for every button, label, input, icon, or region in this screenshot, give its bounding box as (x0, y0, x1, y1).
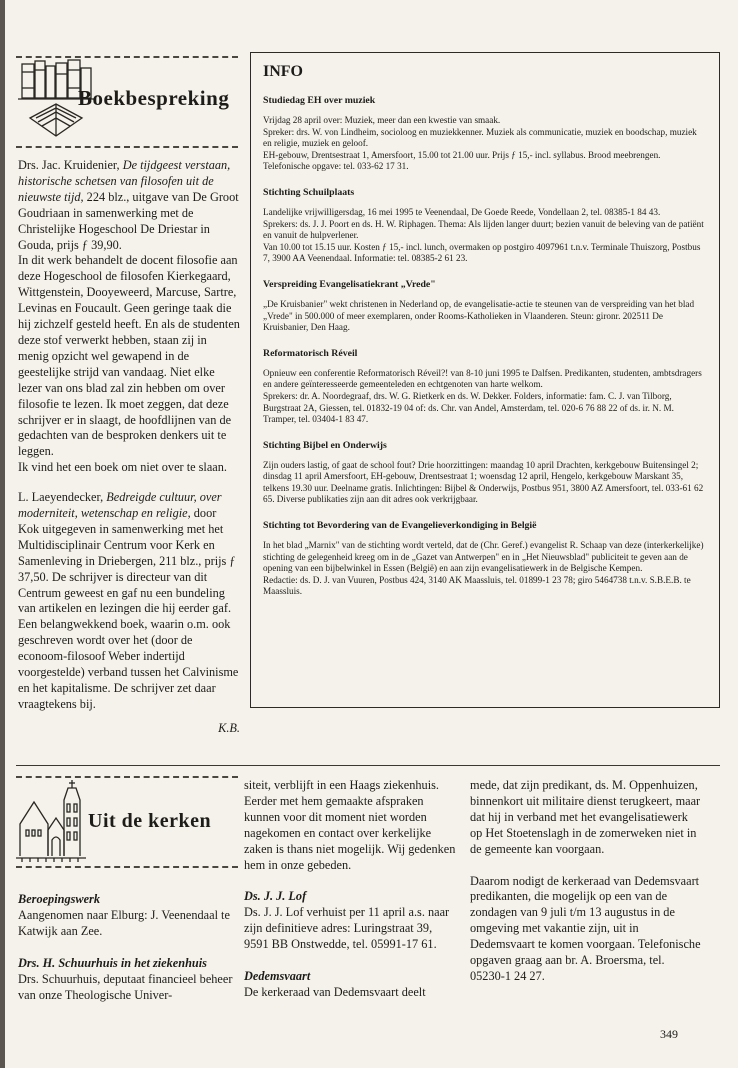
review-signature: K.B. (218, 720, 240, 735)
section-divider (16, 765, 720, 766)
info-line: Sprekers: dr. A. Noordegraaf, drs. W. G. Rietkerk en ds. W. Dekker. Folders, informatie: fam. C. J. van Tilborg, Burgstraat 2A, Giessen, tel. 01832-19 04 of: ds. Chr. van Andel, Amsterdam, tel. 020-6 76 88 22 of ds. ir. N. M. Tramper, tel. 03404-1 83 47. (263, 390, 674, 425)
info-text (263, 299, 707, 334)
info-line: Van 10.00 tot 15.15 uur. Kosten ƒ 15,- incl. lunch, overmaken op postgiro 4097961 t.n.v. Terminale Thuiszorg, Postbus 7, 3900 AA Veenendaal. Informatie: tel. 08385-2 61 23. (263, 241, 701, 264)
uk-header-divider (16, 866, 238, 868)
info-heading: Stichting Bijbel en Onderwijs (263, 439, 387, 451)
review-1-book-title: De tijdgeest verstaan, historische schetsen van filosofen uit de nieuwste tijd, (18, 158, 231, 204)
info-text (263, 207, 707, 265)
uk-column-3 (470, 778, 702, 1001)
info-section-bijbel-onderwijs (263, 440, 707, 506)
info-line: Redactie: ds. D. J. van Vuuren, Postbus 424, 3140 AK Maassluis, tel. 01899-1 23 78; giro 5464738 t.n.v. S.B.E.B. te Maassluis. (263, 574, 691, 597)
lof-text: Ds. J. J. Lof verhuist per 11 april a.s. naar zijn definitieve adres: Luringstraat 39, 9591 BB Onstwedde, tel. 05991-17 61. (244, 905, 450, 952)
info-line: In het blad „Marnix" van de stichting wordt verteld, dat de (Chr. Geref.) evangelist R. Schaap van deze (interkerkelijke) stichting de gelegenheid kreeg om in de „Gazet van Antwerpen" en in „Het Nieuwsblad" publiciteit te geven aan de opening van een bijbelwinkel in Essen (België) en aan zijn evangelisatiewerk in de Belgische Kempen. (263, 540, 704, 574)
dedemsvaart-text-2: Daarom nodigt de kerkeraad van Dedemsvaart predikanten, die mogelijk op een van de zondagen van 9 juli t/m 13 augustus in de omgeving met vakantie zijn, uit in Dedemsvaart te komen voorgaan. Telefonische opgaven graag aan br. A. Broersma, tel. 05230-1 24 27. (470, 873, 701, 983)
lof-heading: Ds. J. J. Lof (244, 889, 307, 904)
info-section-schuilplaats (263, 187, 707, 265)
schuurhuis-text-start: Drs. Schuurhuis, deputaat financieel beheer van onze Theologische Univer- (18, 971, 233, 1002)
info-line: Vrijdag 28 april over: Muziek, meer dan een kwestie van smaak. (263, 115, 501, 125)
uit-de-kerken-title: Uit de kerken (88, 810, 212, 832)
info-section-vrede (263, 279, 707, 334)
schuurhuis-heading: Drs. H. Schuurhuis in het ziekenhuis (18, 955, 207, 970)
review-2-body: door Kok uitgegeven in samenwerking met het Multidisciplinair Centrum voor Kerk en Samenleving in Driebergen, 211 blz., prijs ƒ 37,50. De schrijver is directeur van dit Centrum geweest en gaf nu een bundeling van artikelen en lezingen die hij eerder gaf. Een belangwekkend boek, waarin o.m. ook geschreven wordt over het (door de econoom-filosoof Weber indertijd voorgestelde) verband tussen het Calvinisme en het kapitalisme. De schrijver zet daar vraagtekens bij. (18, 506, 239, 711)
info-heading: Studiedag EH over muziek (263, 95, 376, 106)
dedemsvaart-text-start: De kerkeraad van Dedemsvaart deelt (244, 984, 426, 999)
info-line: Sprekers: ds. J. J. Poort en ds. H. W. Riphagen. Thema: Als lijden langer duurt; bezien vanuit de beleving van de patiënt en vanuit de hulpverlener. (263, 218, 704, 241)
review-1-body: In dit werk behandelt de docent filosofie aan deze Hogeschool de filosofen Kierkegaard, Wittgenstein, Dooyeweerd, Marcuse, Sartre, Levinas en Foucault. Geen geringe taak die hij zichzelf gesteld heeft. En als de studenten deze stof verwerkt hebben, staan zij in menig opzicht wel gewapend in de geestelijke strijd van vandaag. Niet elke lezer van ons blad zal zin hebben om over filosofie te lezen. Ik moet zeggen, dat deze schrijver er in slaagt, de hoofdlijnen van de gedachten van de besproken denkers uit te leggen. (18, 253, 240, 459)
info-line: Opnieuw een conferentie Reformatorisch Réveil?! van 8-10 juni 1995 te Dalfsen. Predikanten, studenten, ambtsdragers en andere geïnteresseerde gemeenteleden en echtgenoten van harte welkom. (263, 367, 702, 390)
boekbespreking-header (16, 58, 238, 150)
info-text (263, 540, 707, 598)
review-2-author: L. Laeyendecker, (18, 490, 104, 505)
header-divider (16, 146, 238, 148)
dedemsvaart-heading: Dedemsvaart (244, 969, 311, 984)
page-binding-edge (0, 0, 5, 1068)
info-line: EH-gebouw, Drentsestraat 1, Amersfoort, 15.00 tot 21.00 uur. Prijs ƒ 15,- incl. syllabus. Brood meebrengen. Telefonische opgave: tel. 033-62 17 31. (263, 149, 661, 172)
beroepingswerk-text: Aangenomen naar Elburg: J. Veenendaal te Katwijk aan Zee. (18, 907, 230, 938)
info-box (250, 52, 720, 708)
schuurhuis-text-cont: siteit, verblijft in een Haags ziekenhuis. Eerder met hem gemaakte afspraken kunnen voor dit moment niet worden nagekomen en contact over kerkelijke zaken is thans niet mogelijk. Wij gedenken hem in onze gebeden. (244, 778, 456, 872)
beroepingswerk-heading: Beroepingswerk (18, 892, 100, 906)
info-heading: Verspreiding Evangelisatiekrant „Vrede" (263, 278, 436, 290)
info-heading: Reformatorisch Réveil (263, 347, 358, 359)
info-line: „De Kruisbanier" wekt christenen in Nederland op, de evangelisatie-actie te steunen van de verspreiding van het blad „Vrede" in 500.000 of meer exemplaren, onder Rooms-Katholieken in Vlaanderen. Steun: gironr. 202511 De Kruisbanier, Den Haag. (263, 298, 695, 333)
info-line: Zijn ouders lastig, of gaat de school fout? Drie hoorzittingen: maandag 10 april Drachten, kerkgebouw Buitensingel 2; dinsdag 11 april Amersfoort, EH-gebouw, Drentsestraat 1; woensdag 12 april, Hengelo, kerkgebouw Marskant 35, telkens 19.30 uur. Deelname gratis. Inlichtingen: Bijbel & Onderwijs, Postbus 951, 3800 AZ Amersfoort, tel. 033-61 62 65. Diverse publikaties zijn aan dit adres ook verkrijgbaar. (263, 459, 704, 505)
page-number: 349 (660, 1027, 678, 1041)
info-heading: Stichting tot Bevordering van de Evangelieverkondiging in België (263, 520, 537, 532)
review-kruidenier (18, 158, 240, 476)
info-section-reveil (263, 348, 707, 426)
review-laeyendecker (18, 490, 240, 713)
dedemsvaart-text-cont: mede, dat zijn predikant, ds. M. Oppenhuizen, binnenkort uit militaire dienst terugkeert, maar dat hij in verband met het evangelisatiewerk op Het Stoetenslagh in de zomerweken niet in de gemeente kan voorgaan. (470, 778, 701, 856)
review-1-author: Drs. Jac. Kruidenier, (18, 158, 120, 172)
info-section-belgie (263, 520, 707, 598)
info-section-studiedag (263, 95, 707, 173)
review-2-book-title: Bedreigde cultuur, over moderniteit, wetenschap en religie, (18, 490, 222, 521)
info-line: Landelijke vrijwilligersdag, 16 mei 1995 te Veenendaal, De Goede Reede, Vondellaan 2, tel. 08385-1 84 43. (263, 206, 661, 217)
uk-column-2 (244, 778, 458, 1017)
boekbespreking-column (18, 158, 240, 737)
review-1-closing: Ik vind het een boek om niet over te slaan. (18, 460, 227, 475)
church-icon (16, 778, 88, 864)
boekbespreking-title: Boekbespreking (78, 86, 230, 110)
info-line: Spreker: drs. W. von Lindheim, socioloog en muziekkenner. Muziek als communicatie, muziek en boodschap, muziek en religie, muziek en geloof. (263, 126, 697, 149)
info-text (263, 115, 707, 173)
info-text (263, 368, 707, 426)
info-title: INFO (263, 63, 303, 80)
info-heading: Stichting Schuilplaats (263, 186, 355, 198)
review-1-details: 224 blz., uitgave van De Groot Goudriaan in samenwerking met de Christelijke Hogeschool De Driestar in Gouda, prijs ƒ 39,90. (18, 189, 239, 252)
info-text (263, 460, 707, 506)
uit-de-kerken-header (16, 778, 238, 864)
uk-column-1 (18, 892, 240, 1019)
